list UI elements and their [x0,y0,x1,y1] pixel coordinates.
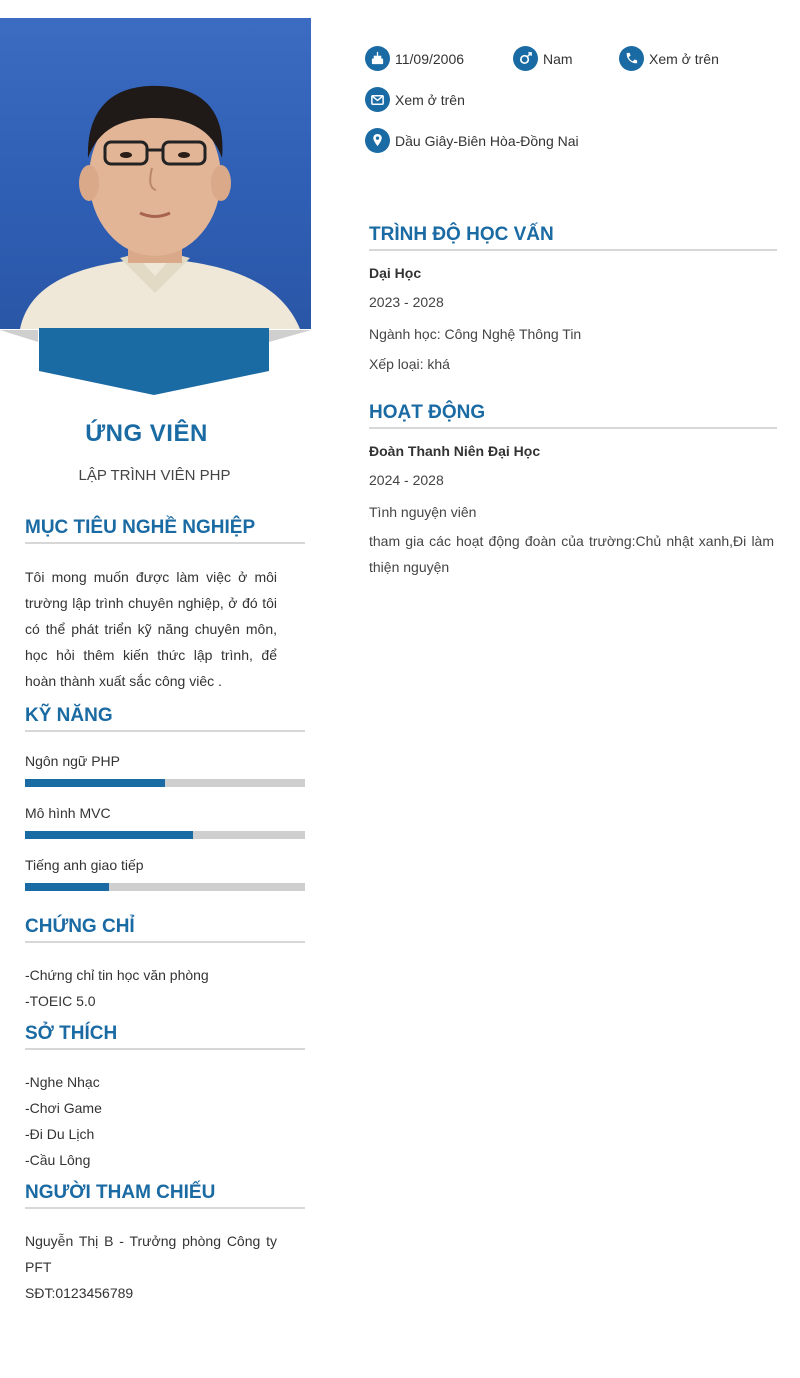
skill-bar-fill [25,831,193,839]
activity-period: 2024 - 2028 [369,472,444,488]
skill-bar [25,831,305,839]
certificate-item: -Chứng chỉ tin học văn phòng [25,967,209,983]
certificates-section [25,916,305,1014]
hobby-item: -Chơi Game [25,1100,102,1116]
portrait-photo [0,18,311,329]
references-title: NGƯỜI THAM CHIẾU [25,1182,305,1209]
phone-value: Xem ở trên [649,50,719,67]
skill-label: Ngôn ngữ PHP [25,753,120,769]
birthday-info [365,46,464,71]
skill-bar-fill [25,883,109,891]
activities-title: HOẠT ĐỘNG [369,402,777,429]
birthday-value: 11/09/2006 [395,50,465,67]
skill-label: Tiếng anh giao tiếp [25,857,144,873]
photo-ribbon [0,328,311,398]
address-info [365,128,579,153]
certificate-item: -TOEIC 5.0 [25,993,96,1009]
objective-section [25,517,305,694]
skills-title: KỸ NĂNG [25,705,305,732]
objective-text: Tôi mong muốn được làm việc ở môi trường lập trình chuyên nghiệp, ở đó tôi có thể phát triển kỹ năng chuyên môn, học hỏi thêm kiến thức lập trình, để hoàn thành xuất sắc công viêc . [25,569,277,689]
skill-bar [25,779,305,787]
gender-icon [513,46,538,71]
activities-section [369,402,777,580]
skill-bar-fill [25,779,165,787]
cake-icon [365,46,390,71]
skill-item [25,753,305,787]
activity-role: Tình nguyện viên [369,504,477,520]
reference-phone: SĐT:0123456789 [25,1285,134,1301]
phone-icon [619,46,644,71]
education-section [369,224,777,372]
candidate-name: ỨNG VIÊN [85,420,208,447]
education-major: Ngành học: Công Nghệ Thông Tin [369,326,582,342]
email-info [365,87,465,112]
activity-description: tham gia các hoạt động đoàn của trường:Chủ nhật xanh,Đi làm thiện nguyện [369,533,774,575]
hobby-item: -Cầu Lông [25,1152,91,1168]
gender-info [513,46,573,71]
education-title: TRÌNH ĐỘ HỌC VẤN [369,224,777,251]
skills-section [25,705,305,873]
hobbies-title: SỞ THÍCH [25,1023,305,1050]
hobbies-section [25,1023,305,1173]
skill-bar [25,883,305,891]
skill-label: Mô hình MVC [25,805,111,821]
skill-item [25,857,305,891]
education-school: Dại Học [369,265,422,281]
map-pin-icon [365,128,390,153]
skill-item [25,805,305,839]
portrait-illustration [0,18,311,329]
activity-organization: Đoàn Thanh Niên Đại Học [369,443,541,459]
hobby-item: -Đi Du Lịch [25,1126,95,1142]
candidate-position: LẬP TRÌNH VIÊN PHP [78,467,231,484]
objective-title: MỤC TIÊU NGHỀ NGHIỆP [25,517,305,544]
references-section [25,1182,305,1306]
certificates-title: CHỨNG CHỈ [25,916,305,943]
mail-icon [365,87,390,112]
gender-value: Nam [543,50,573,67]
phone-info [619,46,719,71]
address-value: Dầu Giây-Biên Hòa-Đồng Nai [395,132,579,149]
email-value: Xem ở trên [395,91,465,108]
education-grade: Xếp loại: khá [369,356,450,372]
reference-text: Nguyễn Thị B - Trưởng phòng Công ty PFT [25,1233,277,1275]
hobby-item: -Nghe Nhạc [25,1074,100,1090]
education-period: 2023 - 2028 [369,294,444,310]
